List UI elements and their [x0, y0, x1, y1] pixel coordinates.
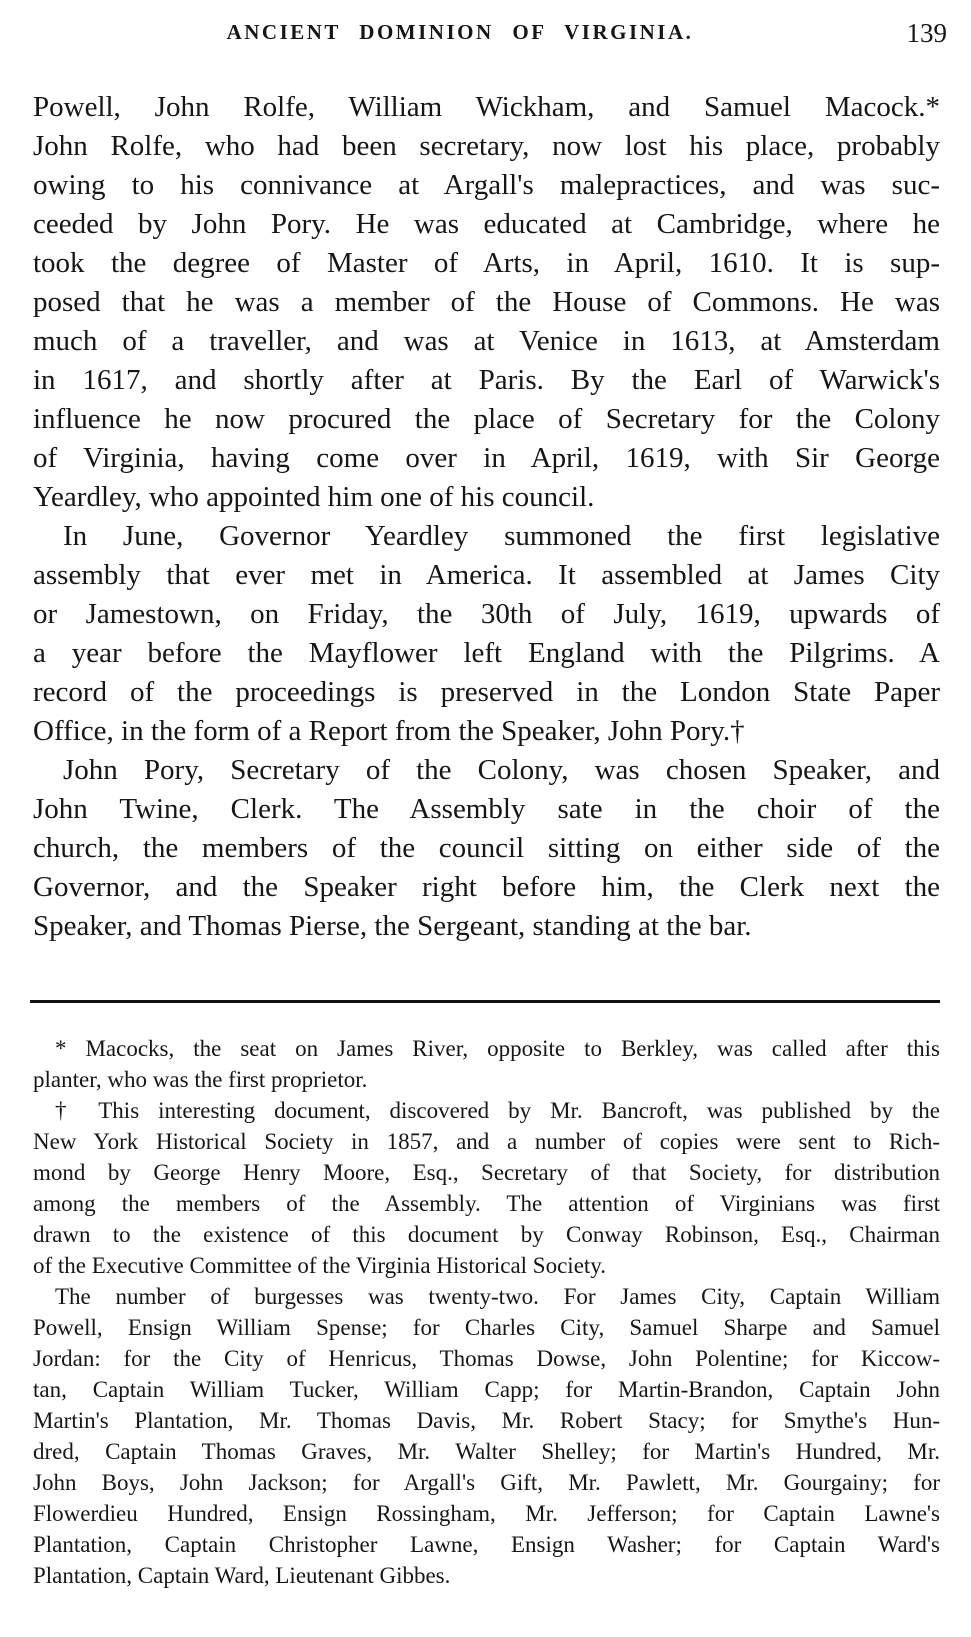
text-line: church, the members of the council sitting on either side of the — [33, 832, 940, 864]
text-line: In June, Governor Yeardley summoned the first legislative — [63, 520, 940, 552]
text-line: Flowerdieu Hundred, Ensign Rossingham, Mr. Jefferson; for Captain Lawne's — [33, 1501, 940, 1526]
paragraph — [33, 517, 940, 751]
text-line: * Macocks, the seat on James River, opposite to Berkley, was called after this — [55, 1036, 940, 1061]
paragraph — [33, 1281, 940, 1591]
footnotes — [33, 1033, 940, 1591]
text-line: tan, Captain William Tucker, William Capp; for Martin-Brandon, Captain John — [33, 1377, 940, 1402]
text-line: posed that he was a member of the House of Commons. He was — [33, 286, 940, 318]
text-line: Plantation, Captain Ward, Lieutenant Gibbes. — [33, 1563, 451, 1588]
text-line: Jordan: for the City of Henricus, Thomas Dowse, John Polentine; for Kiccow- — [33, 1346, 940, 1371]
text-line: among the members of the Assembly. The attention of Virginians was first — [33, 1191, 940, 1216]
text-line: of the Executive Committee of the Virginia Historical Society. — [33, 1253, 607, 1278]
text-line: John Rolfe, who had been secretary, now lost his place, probably — [33, 130, 940, 162]
body-text — [33, 88, 940, 946]
text-line: New York Historical Society in 1857, and a number of copies were sent to Rich- — [33, 1129, 940, 1154]
running-head-title: ANCIENT DOMINION OF VIRGINIA. — [226, 20, 694, 44]
footnote-separator-rule — [30, 1000, 940, 1003]
text-line: Powell, Ensign William Spense; for Charles City, Samuel Sharpe and Samuel — [33, 1315, 940, 1340]
text-line: assembly that ever met in America. It assembled at James City — [33, 559, 940, 591]
text-line: much of a traveller, and was at Venice in 1613, at Amsterdam — [33, 325, 940, 357]
paragraph — [33, 88, 940, 517]
text-line: ceeded by John Pory. He was educated at Cambridge, where he — [33, 208, 940, 240]
text-line: a year before the Mayflower left England with the Pilgrims. A — [33, 637, 940, 669]
text-line: John Pory, Secretary of the Colony, was chosen Speaker, and — [63, 754, 940, 786]
text-line: Powell, John Rolfe, William Wickham, and Samuel Macock.* — [33, 91, 940, 123]
page-number: 139 — [906, 18, 947, 48]
text-line: mond by George Henry Moore, Esq., Secretary of that Society, for distribution — [33, 1160, 940, 1185]
text-line: John Twine, Clerk. The Assembly sate in the choir of the — [33, 793, 940, 825]
text-line: Governor, and the Speaker right before him, the Clerk next the — [33, 871, 940, 903]
text-line: or Jamestown, on Friday, the 30th of July, 1619, upwards of — [33, 598, 940, 630]
paragraph — [33, 1033, 940, 1095]
text-line: in 1617, and shortly after at Paris. By the Earl of Warwick's — [33, 364, 940, 396]
text-line: owing to his connivance at Argall's malepractices, and was suc- — [33, 169, 940, 201]
page-header — [33, 20, 947, 54]
text-line: John Boys, John Jackson; for Argall's Gift, Mr. Pawlett, Mr. Gourgainy; for — [33, 1470, 940, 1495]
text-line: Speaker, and Thomas Pierse, the Sergeant, standing at the bar. — [33, 910, 752, 942]
text-line: † This interesting document, discovered by Mr. Bancroft, was published by the — [55, 1098, 940, 1123]
text-line: Office, in the form of a Report from the Speaker, John Pory.† — [33, 715, 745, 747]
text-line: of Virginia, having come over in April, 1619, with Sir George — [33, 442, 940, 474]
text-line: dred, Captain Thomas Graves, Mr. Walter Shelley; for Martin's Hundred, Mr. — [33, 1439, 940, 1464]
paragraph — [33, 1095, 940, 1281]
text-line: Plantation, Captain Christopher Lawne, Ensign Washer; for Captain Ward's — [33, 1532, 940, 1557]
text-line: The number of burgesses was twenty-two. For James City, Captain William — [55, 1284, 940, 1309]
text-line: drawn to the existence of this document by Conway Robinson, Esq., Chairman — [33, 1222, 940, 1247]
text-line: record of the proceedings is preserved in the London State Paper — [33, 676, 940, 708]
text-line: Martin's Plantation, Mr. Thomas Davis, Mr. Robert Stacy; for Smythe's Hun- — [33, 1408, 940, 1433]
text-line: took the degree of Master of Arts, in April, 1610. It is sup- — [33, 247, 940, 279]
text-line: Yeardley, who appointed him one of his council. — [33, 481, 595, 513]
text-line: influence he now procured the place of Secretary for the Colony — [33, 403, 940, 435]
text-line: planter, who was the first proprietor. — [33, 1067, 368, 1092]
paragraph — [33, 751, 940, 946]
